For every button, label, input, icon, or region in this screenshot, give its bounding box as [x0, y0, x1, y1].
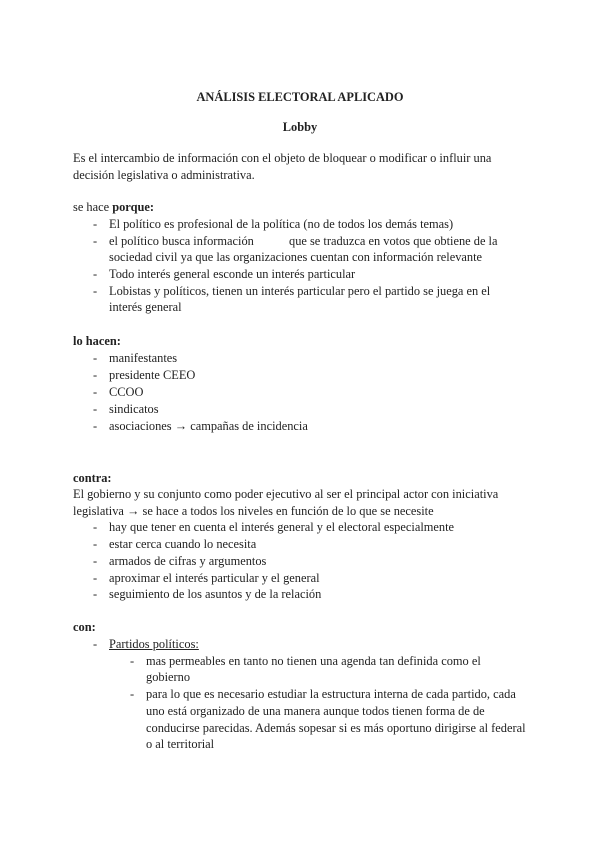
contra-heading: contra:	[73, 471, 112, 485]
hacen-heading: lo hacen:	[73, 334, 121, 348]
list-item: armados de cifras y argumentos	[109, 554, 267, 568]
bullet-dash: -	[93, 419, 98, 433]
sub-list-item: para lo que es necesario estudiar la estructura interna de cada partido, cada	[146, 687, 516, 701]
sub-list-item-cont: uno está organizado de una manera aunque todos tienen forma de de	[146, 704, 485, 718]
bullet-dash: -	[93, 402, 98, 416]
bullet-dash: -	[93, 234, 98, 248]
bullet-dash: -	[93, 368, 98, 382]
contra-text: legislativa → se hace a todos los niveles en función de lo que se necesite	[73, 504, 434, 518]
list-item: hay que tener en cuenta el interés general y el electoral especialmente	[109, 520, 455, 534]
list-item-cont: interés general	[109, 300, 182, 314]
list-item: manifestantes	[109, 351, 178, 365]
bullet-dash: -	[93, 520, 98, 534]
sub-bullet-dash: -	[130, 654, 135, 668]
list-item: presidente CEEO	[109, 368, 196, 382]
sub-list-item-cont: gobierno	[146, 670, 191, 684]
intro-line: Es el intercambio de información con el objeto de bloquear o modificar o influir una	[73, 151, 492, 165]
sub-list-item-cont: conducirse parecidas. Además sopesar si es más oportuno dirigirse al federal	[146, 721, 526, 735]
porque-label: porque:	[112, 200, 154, 214]
bullet-dash: -	[93, 554, 98, 568]
porque-heading	[73, 199, 154, 215]
contra-text: El gobierno y su conjunto como poder ejecutivo al ser el principal actor con iniciativa	[73, 487, 499, 501]
list-item: estar cerca cuando lo necesita	[109, 537, 257, 551]
list-item-cont: sociedad civil ya que las organizaciones cuentan con información relevante	[109, 250, 483, 264]
list-item: Todo interés general esconde un interés particular	[109, 267, 356, 281]
list-item: el político busca información	[109, 234, 254, 248]
sub-bullet-dash: -	[130, 687, 135, 701]
bullet-dash: -	[93, 385, 98, 399]
bullet-dash: -	[93, 637, 98, 651]
list-item: seguimiento de los asuntos y de la relación	[109, 587, 322, 601]
bullet-dash: -	[93, 267, 98, 281]
bullet-dash: -	[93, 571, 98, 585]
document-title: ANÁLISIS ELECTORAL APLICADO	[196, 90, 404, 104]
list-item: asociaciones → campañas de incidencia	[109, 419, 308, 433]
sub-list-item-cont: o al territorial	[146, 737, 215, 751]
list-item-underlined: Partidos políticos:	[109, 637, 199, 651]
list-item-cont: que se traduzca en votos que obtiene de la	[289, 234, 498, 248]
sub-list-item: mas permeables en tanto no tienen una agenda tan definida como el	[146, 654, 481, 668]
list-item: El político es profesional de la política (no de todos los demás temas)	[109, 217, 454, 231]
porque-prefix: se hace	[73, 200, 113, 214]
bullet-dash: -	[93, 537, 98, 551]
con-heading: con:	[73, 620, 96, 634]
bullet-dash: -	[93, 351, 98, 365]
section-title: Lobby	[282, 120, 318, 134]
list-item: aproximar el interés particular y el general	[109, 571, 320, 585]
bullet-dash: -	[93, 587, 98, 601]
bullet-dash: -	[93, 217, 98, 231]
list-item: CCOO	[109, 385, 144, 399]
list-item: sindicatos	[109, 402, 159, 416]
list-item: Lobistas y políticos, tienen un interés particular pero el partido se juega en el	[109, 284, 491, 298]
intro-line: decisión legislativa o administrativa.	[73, 168, 255, 182]
bullet-dash: -	[93, 284, 98, 298]
